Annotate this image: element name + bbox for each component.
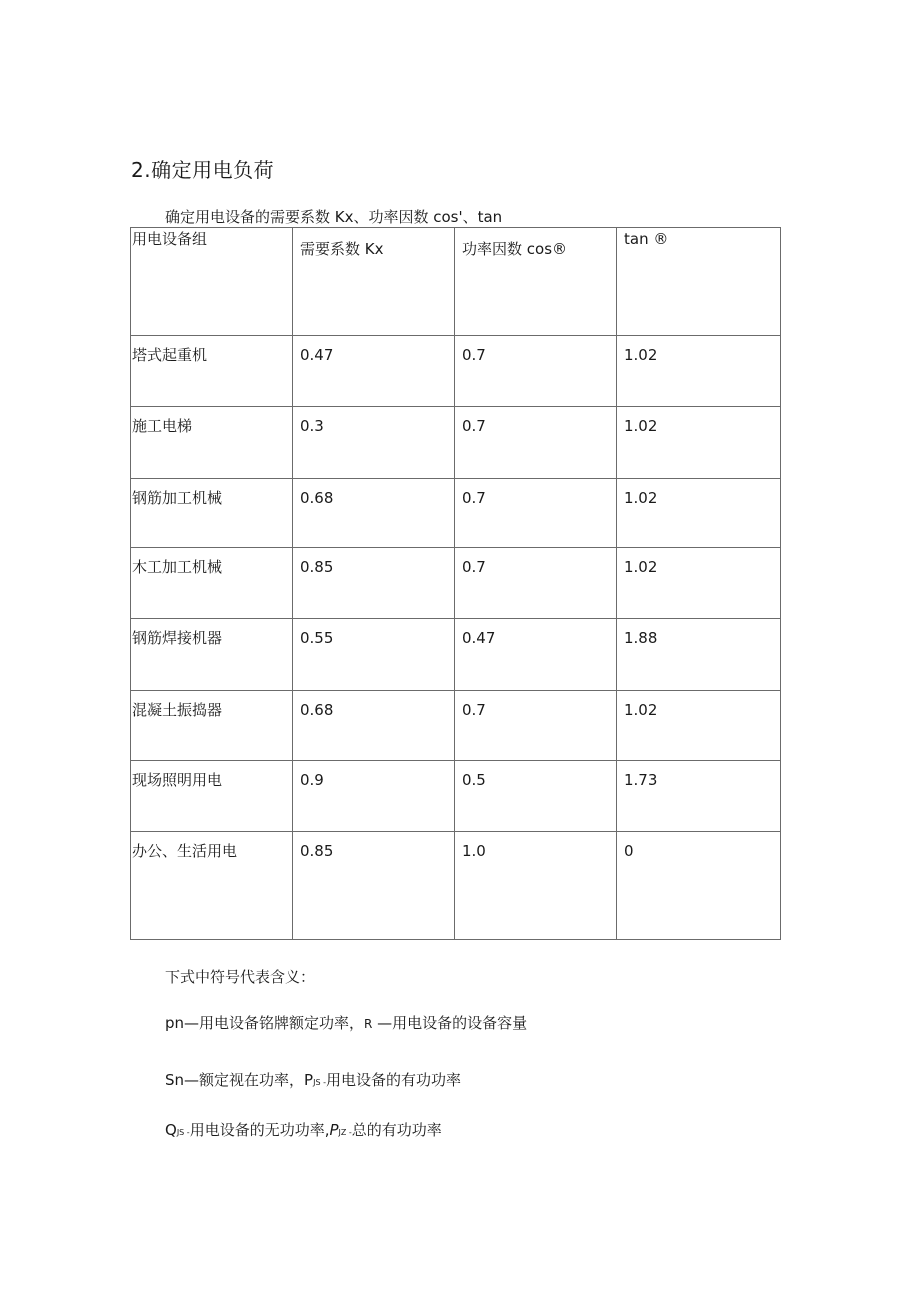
cell-text: 1.88 bbox=[624, 629, 658, 647]
cell-text: 0.85 bbox=[300, 558, 334, 576]
table-cell bbox=[455, 832, 617, 940]
cell-text: 现场照明用电 bbox=[132, 771, 223, 789]
cell-text: 需要系数 Kx bbox=[300, 240, 384, 258]
table-cell bbox=[455, 548, 617, 619]
cell-text: 1.02 bbox=[624, 489, 658, 507]
legend-line-1 bbox=[165, 1012, 527, 1033]
legend-line-2 bbox=[165, 1069, 461, 1090]
symbol-pjs-sub: JS - bbox=[313, 1078, 326, 1087]
table-row bbox=[131, 761, 781, 832]
table-cell bbox=[617, 761, 781, 832]
table-cell bbox=[455, 619, 617, 691]
table-cell bbox=[131, 832, 293, 940]
cell-text: 0.3 bbox=[300, 417, 324, 435]
cell-text: 0.68 bbox=[300, 701, 334, 719]
symbol-qjs-desc: 用电设备的无功功率, bbox=[189, 1121, 330, 1139]
symbol-r: R bbox=[364, 1017, 373, 1031]
cell-text: 0.85 bbox=[300, 842, 334, 860]
table-caption: 确定用电设备的需要系数 Kx、功率因数 cos'、tan bbox=[165, 208, 503, 226]
table-header-cell bbox=[293, 228, 455, 336]
table-cell bbox=[293, 832, 455, 940]
table-header-cell bbox=[455, 228, 617, 336]
table-cell bbox=[455, 479, 617, 548]
table-cell bbox=[293, 479, 455, 548]
cell-text: 钢筋焊接机器 bbox=[132, 629, 223, 647]
table-cell bbox=[617, 407, 781, 479]
cell-text: 0.7 bbox=[462, 417, 486, 435]
symbol-pjs: P bbox=[304, 1071, 314, 1089]
table-cell bbox=[293, 548, 455, 619]
table-cell bbox=[293, 336, 455, 407]
cell-text: 0.7 bbox=[462, 346, 486, 364]
cell-text: 1.02 bbox=[624, 346, 658, 364]
table-header-cell bbox=[617, 228, 781, 336]
cell-text: 0.9 bbox=[300, 771, 324, 789]
table-row bbox=[131, 691, 781, 761]
table-cell bbox=[617, 691, 781, 761]
cell-text: 木工加工机械 bbox=[132, 558, 223, 576]
legend-line-3 bbox=[165, 1119, 442, 1140]
symbol-pjz-sub: JZ - bbox=[338, 1128, 352, 1137]
table-row bbox=[131, 479, 781, 548]
cell-text: 0.7 bbox=[462, 558, 486, 576]
cell-text: 1.0 bbox=[462, 842, 486, 860]
table-row bbox=[131, 619, 781, 691]
cell-text: 1.02 bbox=[624, 417, 658, 435]
table-row bbox=[131, 407, 781, 479]
cell-text: 办公、生活用电 bbox=[132, 842, 238, 860]
symbol-qjs-sub: JS - bbox=[176, 1128, 190, 1137]
symbol-pn: pn bbox=[165, 1014, 185, 1032]
symbol-pjz-desc: 总的有功功率 bbox=[351, 1121, 442, 1139]
table-cell bbox=[455, 407, 617, 479]
table-cell bbox=[455, 691, 617, 761]
cell-text: 用电设备组 bbox=[132, 230, 208, 248]
cell-text: 0.68 bbox=[300, 489, 334, 507]
table-cell bbox=[293, 761, 455, 832]
symbol-pjs-desc: 用电设备的有功功率 bbox=[325, 1071, 461, 1089]
symbol-sn: Sn bbox=[165, 1071, 185, 1089]
cell-text: 1.02 bbox=[624, 558, 658, 576]
symbol-qjs: Q bbox=[165, 1121, 177, 1139]
cell-text: 0.47 bbox=[462, 629, 496, 647]
cell-text: 塔式起重机 bbox=[132, 346, 208, 364]
section-title: 2.确定用电负荷 bbox=[131, 158, 275, 182]
table-cell bbox=[617, 619, 781, 691]
symbol-r-desc: —用电设备的设备容量 bbox=[377, 1014, 528, 1032]
cell-text: 钢筋加工机械 bbox=[132, 489, 223, 507]
table-cell bbox=[131, 761, 293, 832]
cell-text: 0.7 bbox=[462, 701, 486, 719]
cell-text: 1.02 bbox=[624, 701, 658, 719]
table-cell bbox=[617, 832, 781, 940]
symbol-pjz: P bbox=[329, 1121, 339, 1139]
table-cell bbox=[617, 548, 781, 619]
cell-text: 0 bbox=[624, 842, 634, 860]
cell-text: 0.47 bbox=[300, 346, 334, 364]
table-row bbox=[131, 548, 781, 619]
table-cell bbox=[131, 619, 293, 691]
table-cell bbox=[455, 336, 617, 407]
table-row bbox=[131, 336, 781, 407]
table-cell bbox=[131, 407, 293, 479]
table-cell bbox=[131, 479, 293, 548]
cell-text: 功率因数 cos® bbox=[462, 240, 568, 258]
cell-text: 0.7 bbox=[462, 489, 486, 507]
table-cell bbox=[293, 691, 455, 761]
symbol-pn-desc: —用电设备铭牌额定功率， bbox=[184, 1014, 365, 1032]
cell-text: tan ® bbox=[624, 230, 669, 248]
table-cell bbox=[293, 619, 455, 691]
table-header-cell bbox=[131, 228, 293, 336]
table-cell bbox=[293, 407, 455, 479]
table-cell bbox=[131, 548, 293, 619]
cell-text: 混凝土振捣器 bbox=[132, 701, 223, 719]
legend-intro: 下式中符号代表含义： bbox=[165, 968, 316, 986]
table-cell bbox=[617, 479, 781, 548]
symbol-sn-desc: —额定视在功率， bbox=[184, 1071, 305, 1089]
table-cell bbox=[131, 691, 293, 761]
cell-text: 施工电梯 bbox=[132, 417, 193, 435]
table-row bbox=[131, 832, 781, 940]
cell-text: 1.73 bbox=[624, 771, 658, 789]
demand-factor-table bbox=[130, 227, 781, 940]
table-header-row bbox=[131, 228, 781, 336]
cell-text: 0.5 bbox=[462, 771, 486, 789]
table-cell bbox=[617, 336, 781, 407]
table-cell bbox=[131, 336, 293, 407]
table-cell bbox=[455, 761, 617, 832]
cell-text: 0.55 bbox=[300, 629, 334, 647]
